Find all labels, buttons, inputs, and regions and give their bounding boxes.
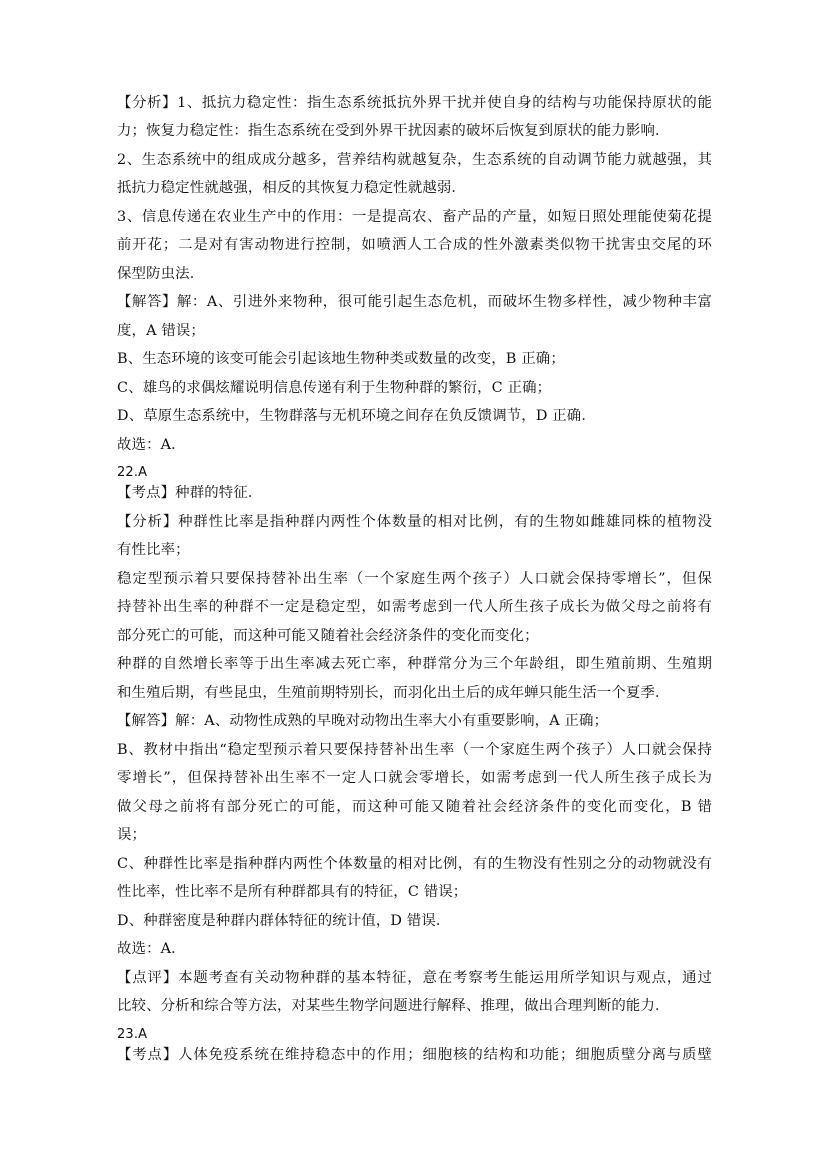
- answer-22-line-3: 零增长”，但保持替补出生率不一定人口就会零增长，如需考虑到一代人所生孩子成长为: [117, 770, 712, 786]
- analysis-line-6: 前开花；二是对有害动物进行控制，如喷洒人工合成的性外激素类似物干扰害虫交尾的环: [117, 237, 712, 253]
- analysis-line-2: 力；恢复力稳定性：指生态系统在受到外界干扰因素的破坏后恢复到原状的能力影响．: [117, 123, 670, 139]
- analysis-22-line-7: 和生殖后期，有些昆虫，生殖前期特别长，而羽化出土后的成年蝉只能生活一个夏季．: [117, 685, 670, 701]
- answer-line-1: 【解答】解：A、引进外来物种，很可能引起生态危机，而破坏生物多样性，减少物种丰富: [117, 294, 712, 310]
- analysis-22-line-6: 种群的自然增长率等于出生率减去死亡率，种群常分为三个年龄组，即生殖前期、生殖期: [117, 656, 712, 672]
- answer-choice-21: 故选：A．: [117, 437, 186, 453]
- answer-22-line-6: C、种群性比率是指种群内两性个体数量的相对比例，有的生物没有性别之分的动物就没有: [117, 856, 712, 872]
- analysis-line-3: 2、生态系统中的组成成分越多，营养结构就越复杂，生态系统的自动调节能力就越强，其: [117, 152, 712, 168]
- analysis-22-line-2: 有性比率；: [117, 542, 190, 558]
- analysis-22-line-5: 部分死亡的可能，而这种可能又随着社会经济条件的变化而变化；: [117, 628, 539, 644]
- answer-line-5: D、草原生态系统中，生物群落与无机环境之间存在负反馈调节，D 正确．: [117, 408, 596, 424]
- answer-22-line-7: 性比率，性比率不是所有种群都具有的特征，C 错误；: [117, 884, 468, 900]
- analysis-line-4: 抵抗力稳定性就越强，相反的其恢复力稳定性就越弱．: [117, 180, 466, 196]
- topic-line-23: 【考点】人体免疫系统在维持稳态中的作用；细胞核的结构和功能；细胞质壁分离与质壁: [117, 1047, 712, 1063]
- analysis-22-line-3: 稳定型预示着只要保持替补出生率（一个家庭生两个孩子）人口就会保持零增长”，但保: [117, 571, 712, 587]
- question-number-23: 23.A: [117, 1027, 148, 1042]
- comment-22-line-1: 【点评】本题考查有关动物种群的基本特征，意在考察考生能运用所学知识与观点，通过: [117, 970, 712, 986]
- answer-choice-22: 故选：A．: [117, 941, 186, 957]
- answer-22-line-4: 做父母之前将有部分死亡的可能，而这种可能又随着社会经济条件的变化而变化，B 错: [117, 799, 712, 815]
- analysis-22-line-4: 持替补出生率的种群不一定是稳定型，如需考虑到一代人所生孩子成长为做父母之前将有: [117, 599, 712, 615]
- topic-line-22: 【考点】种群的特征．: [117, 485, 263, 501]
- answer-line-3: B、生态环境的该变可能会引起该地生物种类或数量的改变，B 正确；: [117, 351, 565, 367]
- analysis-line-7: 保型防虫法．: [117, 266, 205, 282]
- answer-line-2: 度，A 错误；: [117, 323, 205, 339]
- analysis-line-1: 【分析】1、抵抗力稳定性：指生态系统抵抗外界干扰并使自身的结构与功能保持原状的能: [117, 95, 712, 111]
- answer-22-line-8: D、种群密度是种群内群体特征的统计值，D 错误．: [117, 913, 451, 929]
- answer-line-4: C、雄鸟的求偶炫耀说明信息传递有利于生物种群的繁衍，C 正确；: [117, 380, 552, 396]
- analysis-line-5: 3、信息传递在农业生产中的作用：一是提高农、畜产品的产量，如短日照处理能使菊花提: [117, 209, 712, 225]
- comment-22-line-2: 比较、分析和综合等方法，对某些生物学问题进行解释、推理，做出合理判断的能力．: [117, 998, 670, 1014]
- answer-22-line-2: B、教材中指出“稳定型预示着只要保持替补出生率（一个家庭生两个孩子）人口就会保持: [117, 742, 712, 758]
- analysis-22-line-1: 【分析】种群性比率是指种群内两性个体数量的相对比例，有的生物如雌雄同株的植物没: [117, 514, 712, 530]
- answer-22-line-5: 误；: [117, 827, 147, 843]
- answer-22-line-1: 【解答】解：A、动物性成熟的早晚对动物出生率大小有重要影响，A 正确；: [117, 713, 609, 729]
- question-number-22: 22.A: [117, 465, 148, 480]
